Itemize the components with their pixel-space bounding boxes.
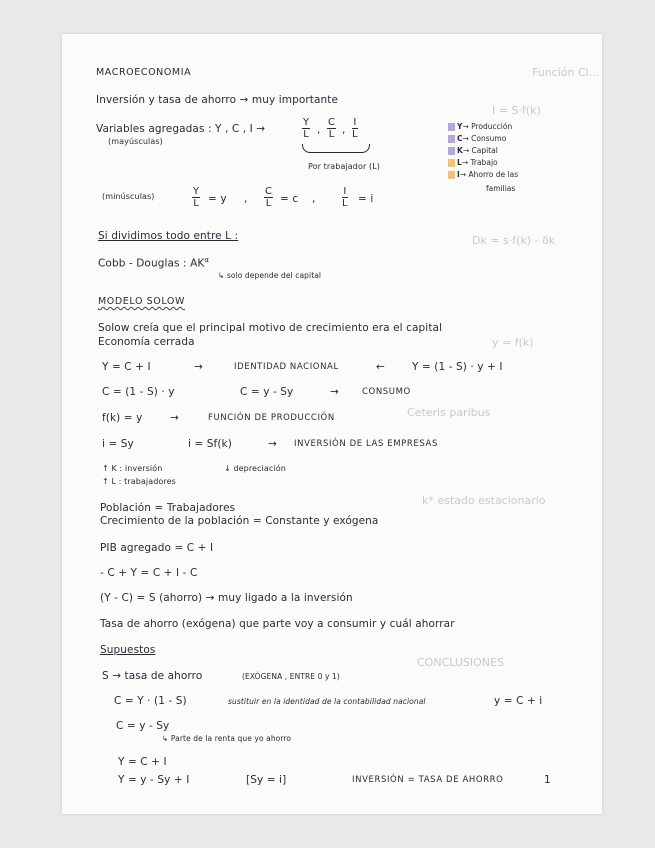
page-title: MACROECONOMIA: [96, 67, 192, 78]
arrow: ←: [376, 361, 385, 373]
cobb-douglas-note: ↳ solo depende del capital: [218, 271, 322, 280]
text-line: Tasa de ahorro (exógena) que parte voy a consumir y cuál ahorrar: [100, 618, 455, 630]
arrow: →: [194, 361, 203, 373]
highlight-icon: [448, 123, 455, 131]
lowercase-label: (minúsculas): [102, 192, 155, 201]
arrow: →: [170, 412, 179, 424]
text-line: - C + Y = C + I - C: [100, 567, 198, 579]
equation: i = Sf(k): [188, 438, 232, 450]
equation-label: IDENTIDAD NACIONAL: [234, 362, 339, 372]
variables-sub: (mayúsculas): [108, 137, 163, 146]
equation: y = C + i: [494, 695, 543, 707]
brace: [302, 144, 370, 153]
comma: ,: [312, 193, 316, 205]
arrow: →: [268, 438, 277, 450]
fraction-I-L: $\frac{I}{L}$: [342, 186, 348, 209]
equation-label: FUNCIÓN DE PRODUCCIÓN: [208, 413, 335, 423]
equation: Y = (1 - S) · y + I: [412, 361, 503, 373]
text-line: PIB agregado = C + I: [100, 542, 214, 554]
note-line: ↑ L : trabajadores: [102, 477, 176, 486]
solow-line: Solow creía que el principal motivo de crecimiento era el capital: [98, 322, 443, 334]
section-heading: Si dividimos todo entre L :: [98, 230, 239, 242]
cobb-douglas-label: Cobb - Douglas : $AK^\alpha$: [98, 256, 210, 270]
equation: Y = C + I: [118, 756, 167, 768]
text-line: ↳ Parte de la renta que yo ahorro: [162, 734, 292, 743]
note-line: ↓ depreciación: [224, 464, 286, 473]
equation: C = y - Sy: [240, 386, 294, 398]
page-number: 1: [544, 774, 551, 786]
bleed-text: k* estado estacionario: [422, 494, 546, 507]
legend-item: L→ Trabajo: [448, 158, 498, 167]
text-line: S → tasa de ahorro: [102, 670, 203, 682]
fraction-Y-L: $\frac{Y}{L}$: [193, 186, 200, 209]
legend-item: Y→ Producción: [448, 122, 512, 131]
highlight-icon: [448, 159, 455, 167]
comma: ,: [317, 124, 321, 136]
equation-label: INVERSIÓN DE LAS EMPRESAS: [294, 439, 438, 449]
eq-rhs: = c: [280, 193, 299, 205]
equation: [Sy = i]: [246, 774, 287, 786]
solow-line: Economía cerrada: [98, 336, 195, 348]
text-line: Crecimiento de la población = Constante y exógena: [100, 515, 379, 527]
comma: ,: [342, 124, 346, 136]
bleed-text: Dk = s·f(k) - δk: [472, 234, 556, 247]
text-line: (EXÓGENA , ENTRE 0 y 1): [242, 672, 340, 681]
comma: ,: [244, 193, 248, 205]
per-worker-label: Por trabajador (L): [308, 162, 381, 171]
fraction-I-L: $\frac{I}{L}$: [352, 117, 358, 140]
highlight-icon: [448, 147, 455, 155]
arrow: →: [330, 386, 339, 398]
bleed-text: I = S·f(k): [492, 104, 541, 117]
fraction-C-L: $\frac{C}{L}$: [265, 186, 272, 209]
intro-line: Inversión y tasa de ahorro → muy importante: [96, 94, 339, 106]
note-line: ↑ K : inversión: [102, 464, 163, 473]
highlight-icon: [448, 171, 455, 179]
text-line: Población = Trabajadores: [100, 502, 236, 514]
legend-item: C→ Consumo: [448, 134, 506, 143]
eq-rhs: = i: [358, 193, 374, 205]
equation: Y = C + I: [102, 361, 151, 373]
equation: Y = y - Sy + I: [118, 774, 190, 786]
bleed-text: CONCLUSIONES: [417, 656, 504, 669]
text-line: (Y - C) = S (ahorro) → muy ligado a la inversión: [100, 592, 353, 604]
equation: C = y - Sy: [116, 720, 170, 732]
section-heading: MODELO SOLOW: [98, 296, 185, 307]
bleed-text: Función Ci...: [532, 66, 600, 79]
fraction-Y-L: $\frac{Y}{L}$: [303, 117, 310, 140]
bleed-text: y = f(k): [492, 336, 534, 349]
fraction-C-L: $\frac{C}{L}$: [328, 117, 335, 140]
variables-label: Variables agregadas : Y , C , I →: [96, 123, 266, 135]
eq-rhs: = y: [208, 193, 227, 205]
equation-label: INVERSIÓN = TASA DE AHORRO: [352, 775, 504, 785]
section-heading: Supuestos: [100, 644, 156, 656]
equation: C = Y · (1 - S): [114, 695, 187, 707]
notebook-page: [62, 34, 602, 814]
equation: C = (1 - S) · y: [102, 386, 175, 398]
legend-cont: familias: [486, 184, 516, 193]
bleed-text: Ceteris paribus: [407, 406, 491, 419]
equation: f(k) = y: [102, 412, 143, 424]
text-line: sustituir en la identidad de la contabilidad nacional: [228, 697, 426, 706]
equation: i = Sy: [102, 438, 134, 450]
legend-item: I→ Ahorro de las: [448, 170, 518, 179]
highlight-icon: [448, 135, 455, 143]
equation-label: CONSUMO: [362, 387, 411, 397]
legend-item: K→ Capital: [448, 146, 498, 155]
